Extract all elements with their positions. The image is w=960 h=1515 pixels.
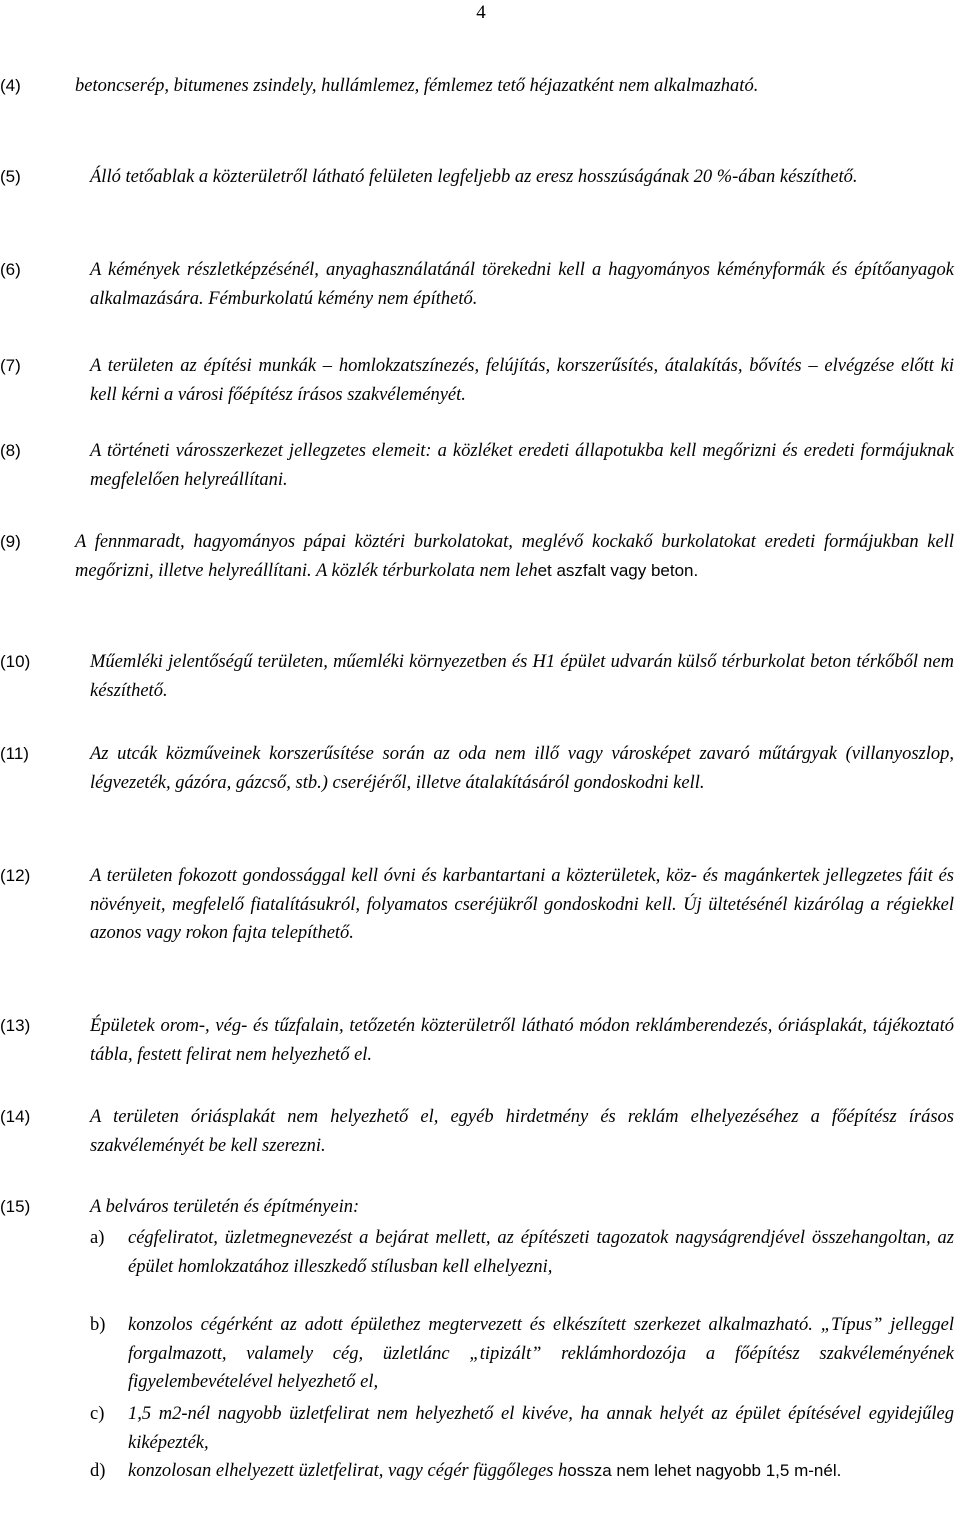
paragraph-number: (8) xyxy=(0,441,21,460)
paragraph-text: Épületek orom-, vég- és tűzfalain, tetőzetén közterületről látható módon reklámberendezés, óriásplakát, tájékoztató tábla, festett felirat nem helyezhető el. xyxy=(90,1016,954,1065)
subitem-letter: d) xyxy=(90,1461,106,1481)
subitem-letter: b) xyxy=(90,1315,106,1335)
paragraph-text xyxy=(75,528,954,585)
paragraph-number: (4) xyxy=(0,76,21,95)
subitem-letter: c) xyxy=(90,1404,105,1424)
paragraph-text: A kémények részletképzésénél, anyaghasználatánál törekedni kell a hagyományos kéményformák és építőanyagok alkalmazására. Fémburkolatú kémény nem építhető. xyxy=(90,260,954,309)
subitem-text: 1,5 m2-nél nagyobb üzletfelirat nem helyezhető el kivéve, ha annak helyét az épület építésével egyidejűleg kiképezték, xyxy=(128,1404,954,1453)
subitem-text: cégfeliratot, üzletmegnevezést a bejárat mellett, az építészeti tagozatok nagyságrendjével összehangoltan, az épület homlokzatához illeszkedő stílusban kell elhelyezni, xyxy=(128,1228,954,1277)
page-number: 4 xyxy=(476,2,486,23)
paragraph-number: (14) xyxy=(0,1107,31,1126)
paragraph-number: (6) xyxy=(0,260,21,279)
paragraph-text: A belváros területén és építményein: xyxy=(90,1197,360,1217)
paragraph-number: (10) xyxy=(0,652,31,671)
paragraph-text: A területen az építési munkák – homlokzatszínezés, felújítás, korszerűsítés, átalakítás, bővítés – elvégzése előtt ki kell kérni a városi főépítész írásos szakvéleményét. xyxy=(90,356,954,405)
subitem-text xyxy=(128,1457,954,1486)
paragraph-number: (13) xyxy=(0,1016,31,1035)
paragraph-text: Műemléki jelentőségű területen, műemléki környezetben és H1 épület udvarán külső térburkolat beton térkőből nem készíthető. xyxy=(90,652,954,701)
paragraph-number: (11) xyxy=(0,744,29,763)
paragraph-text: A területen óriásplakát nem helyezhető el, egyéb hirdetmény és reklám elhelyezéséhez a főépítész írásos szakvéleményét be kell szerezni. xyxy=(90,1107,954,1156)
paragraph-text: A történeti városszerkezet jellegzetes elemeit: a közléket eredeti állapotukba kell megőrizni és eredeti formájuknak megfelelően helyreállítani. xyxy=(90,441,954,490)
subitem-text-main: konzolosan elhelyezett üzletfelirat, vagy cégér függőleges h xyxy=(128,1461,568,1481)
subitem-text: konzolos cégérként az adott épülethez megtervezett és elkészített szerkezet alkalmazható. „Típus” jelleggel forgalmazott, valamely cég, üzletlánc „tipizált” reklámhordozója a főépítész szakvéleményének figyelembevételével helyezhető el, xyxy=(128,1315,954,1392)
paragraph-text: A területen fokozott gondossággal kell óvni és karbantartani a közterületek, köz- és magánkertek jellegzetes fáit és növényeit, megfelelő fiatalításukról, folyamatos cseréjükről gondoskodni kell. Új ültetésénél kizárólag a régiekkel azonos vagy rokon fajta telepíthető. xyxy=(90,866,954,943)
paragraph-number: (7) xyxy=(0,356,21,375)
paragraph-number: (9) xyxy=(0,532,21,551)
paragraph-number: (5) xyxy=(0,167,21,186)
paragraph-text: Az utcák közműveinek korszerűsítése során az oda nem illő vagy városképet zavaró műtárgyak (villanyoszlop, légvezeték, gázóra, gázcső, stb.) cseréjéről, illetve átalakításáról gondoskodni kell. xyxy=(90,744,954,793)
paragraph-number: (12) xyxy=(0,866,31,885)
paragraph-text: betoncserép, bitumenes zsindely, hullámlemez, fémlemez tető héjazatként nem alkalmazható. xyxy=(75,76,759,96)
paragraph-text: Álló tetőablak a közterületről látható felületen legfeljebb az eresz hosszúságának 20 %-ában készíthető. xyxy=(90,167,858,187)
paragraph-text-tail: et aszfalt vagy beton. xyxy=(537,560,699,580)
paragraph-number: (15) xyxy=(0,1197,31,1216)
paragraph-text-main: A fennmaradt, hagyományos pápai köztéri burkolatokat, meglévő kockakő burkolatokat eredeti formájukban kell megőrizni, illetve helyreállítani. A közlék térburkolata nem leh xyxy=(75,532,954,581)
subitem-letter: a) xyxy=(90,1228,105,1248)
subitem-text-tail: ossza nem lehet nagyobb 1,5 m-nél. xyxy=(567,1461,842,1480)
